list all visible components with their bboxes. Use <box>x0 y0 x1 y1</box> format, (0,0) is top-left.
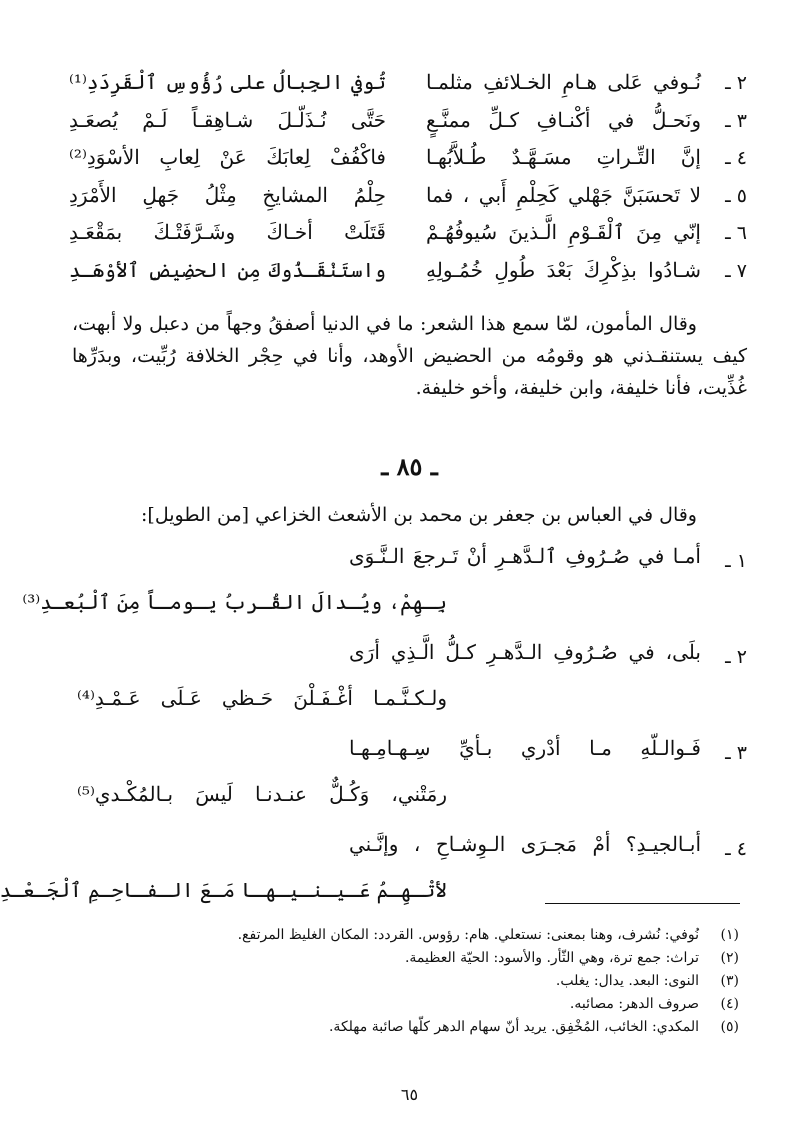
footnote-divider <box>545 903 740 904</box>
poem-number: ـ ٨٥ ـ <box>381 452 438 481</box>
verse-number: ٣ ـ <box>725 742 747 764</box>
verse-first-hemistich: أبـالجيـدِ؟ أمْ مَجـرَى الـوِشـاحِ ، وإنَّـني <box>349 832 701 856</box>
verse-number: ٦ ـ <box>725 222 747 244</box>
footnote-number: (١) <box>720 927 739 943</box>
verse-block <box>69 640 747 736</box>
verse-second-hemistich: حَتَّى نُـذَلّـلَ شـاهِقـاً لَـمْ يُصعَـدِ <box>69 107 386 132</box>
verse-row <box>69 70 747 108</box>
poem-intro: وقال في العباس بن جعفر بن محمد بن الأشعث الخزاعي [من الطويل]: <box>141 504 697 526</box>
verse-second-hemistich: حِلْمُ المشايخِ مِثْلُ جَهلِ الأَمْرَدِ <box>69 182 386 207</box>
verse-first-hemistich: بلَى، في صُـرُوفِ الـدَّهـرِ كـلُّ الَّـذِي أرَى <box>349 640 701 664</box>
verse-row <box>69 220 747 258</box>
verse-first-hemistich: فَـوالـلّهِ مـا أدْري بـأيِّ سِـهـامِـهـا <box>349 736 701 760</box>
verse-second-hemistich: بِـهِمْ، ويُـدالَ القُـربُ يـومـاً مِنَ ٱلْبُعـدِ⁽³⁾ <box>22 590 447 614</box>
verse-second-hemistich: لأتْـهِـمُ عَـيـنـيـهـا مَـعَ الـفـاحِـمِ ٱلْجَـعْـدِ <box>0 878 447 902</box>
prose-text: وقال المأمون، لمّا سمع هذا الشعر: ما في الدنيا أصفقُ وجهاً من دعبل ولا أبهت، كيف يستنقـذني هو وقومُه من الحضيض الأوهد، وأنا في حِجْر الخلافة رُبِّيت، وبدَرِّها غُذِّيت، فأنا خليفة، وابن خليفة، وأخو خليفة. <box>72 313 747 399</box>
footnote-text: المكدي: الخائب، المُخْفِق. يريد أنّ سهام الدهر كلّها صائبة مهلكة. <box>328 1019 699 1035</box>
verse-row <box>69 183 747 221</box>
footnote-text: صروف الدهر: مصائبه. <box>569 996 699 1012</box>
verse-block <box>22 544 747 640</box>
footnote <box>114 973 739 996</box>
verse-number: ١ ـ <box>725 550 747 572</box>
verse-number: ٣ ـ <box>725 109 747 132</box>
verse-second-hemistich: رمَتْني، وَكُـلٌّ عنـدنـا لَيسَ بـالمُكْـدي⁽⁵⁾ <box>77 782 447 806</box>
footnote <box>114 1019 739 1042</box>
verse-first-hemistich: شـادُوا بذِكْرِكَ بَعْدَ طُولِ خُمُـولِهِ <box>426 257 701 282</box>
verse-row <box>69 145 747 183</box>
prose-paragraph <box>72 308 747 404</box>
verse-first-hemistich: نُـوفي عَلى هـامِ الخـلائفِ مثلمـا <box>426 70 701 94</box>
verse-second-hemistich: ولـكـنَّـمـا أغْـفَـلْنَ حَـظي عَـلَى عَـمْـدِ⁽⁴⁾ <box>77 686 447 710</box>
verse-first-hemistich: ونَحـلُّ في أكْنـافِ كـلِّ ممنَّـعٍ <box>426 107 701 132</box>
footnotes <box>114 927 739 1042</box>
verse-number: ٢ ـ <box>725 72 747 94</box>
footnote <box>114 927 739 950</box>
footnote-number: (٢) <box>720 950 739 966</box>
footnote-number: (٣) <box>720 973 739 989</box>
footnote <box>114 950 739 973</box>
verse-number: ٤ ـ <box>725 147 747 169</box>
verse-number: ٢ ـ <box>725 646 747 668</box>
footnote-number: (٤) <box>720 996 739 1012</box>
verse-block <box>69 736 747 832</box>
verse-row <box>69 108 747 146</box>
verse-number: ٧ ـ <box>725 259 747 282</box>
verses-section-2 <box>0 544 747 928</box>
verse-second-hemistich: واستَنْقَـذُوكَ مِن الحضِيضِ ٱلأوْهَـدِ <box>69 257 386 282</box>
verses-section-1 <box>69 70 747 295</box>
footnote-text: نُوفي: نُشرف، وهنا بمعنى: نستعلي. هام: رؤوس. القردد: المكان الغليظ المرتفع. <box>237 927 699 943</box>
verse-first-hemistich: أمـا في صُـرُوفِ ٱلـدَّهـرِ أنْ تَـرجعَ الـنَّـوَى <box>349 544 701 568</box>
verse-first-hemistich: لا تَحسَبَنَّ جَهْلي كَحِلْمِ أَبي ، فما <box>426 182 701 207</box>
verse-number: ٤ ـ <box>725 838 747 860</box>
page-number: ٦٥ <box>400 1085 419 1104</box>
footnote <box>114 996 739 1019</box>
verse-number: ٥ ـ <box>725 184 747 207</box>
footnote-text: تراث: جمع ترة، وهي الثّأر. والأسود: الحيّة العظيمة. <box>404 950 699 966</box>
verse-first-hemistich: إنّي مِنَ ٱلْقَـوْمِ الَّـذينَ سُيوفُهُـمْ <box>426 220 701 244</box>
footnote-number: (٥) <box>720 1019 739 1035</box>
verse-second-hemistich: قَتَلَتْ أخـاكَ وشَـرَّفَتْـكَ بمَقْعَـدِ <box>69 220 386 244</box>
verse-second-hemistich: تُوفي الجِبالُ على رُؤُوسِ ٱلْقَرِدَدِ⁽¹⁾ <box>69 70 386 94</box>
verse-block <box>0 832 747 928</box>
footnote-text: النوى: البعد. يدال: يغلب. <box>555 973 699 989</box>
verse-first-hemistich: إنَّ التِّـراتِ مسَـهَّـدٌ طُـلاَّبُهـا <box>426 145 701 169</box>
verse-second-hemistich: فاكْفُفْ لِعابَكَ عَنْ لِعابِ الأسْوَدِ⁽²⁾ <box>69 145 386 169</box>
verse-row <box>69 258 747 296</box>
